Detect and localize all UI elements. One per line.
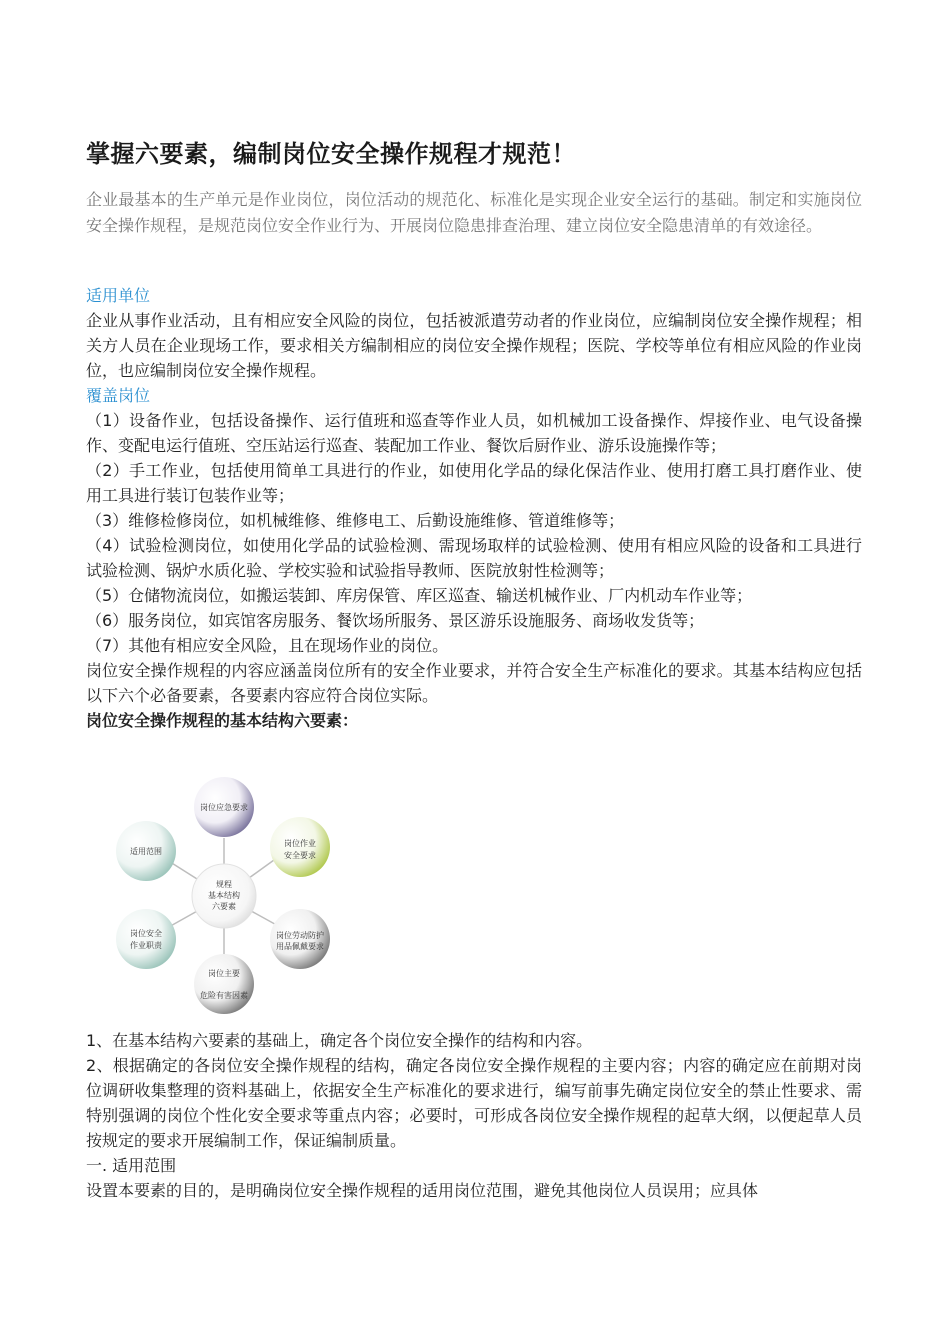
node-bottom-label: 危险有害因素	[200, 991, 248, 1000]
article-body	[86, 283, 862, 733]
step-item: 2、根据确定的各岗位安全操作规程的结构，确定各岗位安全操作规程的主要内容；内容的确定应在前期对岗位调研收集整理的资料基础上，依据安全生产标准化的要求进行，编写前事先确定岗位安全的禁止性要求、需特别强调的岗位个性化安全要求等重点内容；必要时，可形成各岗位安全操作规程的起草大纲，以便起草人员按规定的要求开展编制工作，保证编制质量。	[86, 1056, 862, 1150]
positions-summary: 岗位安全操作规程的内容应涵盖岗位所有的安全作业要求，并符合安全生产标准化的要求。其基本结构应包括以下六个必备要素，各要素内容应符合岗位实际。	[86, 661, 862, 705]
section-heading-units: 适用单位	[86, 286, 151, 305]
node-lower-left	[116, 909, 176, 969]
section-text-units: 企业从事作业活动，且有相应安全风险的岗位，包括被派遣劳动者的作业岗位，应编制岗位安全操作规程；相关方人员在企业现场工作，要求相关方编制相应的岗位安全操作规程；医院、学校等单位有相应风险的作业岗位，也应编制岗位安全操作规程。	[86, 311, 862, 380]
node-center-label: 规程	[216, 880, 232, 889]
structure-label: 岗位安全操作规程的基本结构六要素：	[86, 711, 359, 730]
steps-section	[86, 1028, 862, 1203]
node-center-label: 基本结构	[208, 891, 240, 900]
node-upper-right-label: 岗位作业	[284, 839, 316, 848]
node-upper-left-label: 适用范围	[130, 847, 162, 856]
node-center-label: 六要素	[212, 902, 236, 911]
position-item: （3）维修检修岗位，如机械维修、维修电工、后勤设施维修、管道维修等；	[86, 511, 625, 530]
node-bottom-label: 岗位主要	[208, 969, 240, 978]
node-lower-left-label: 作业职责	[130, 941, 162, 950]
page-title: 掌握六要素，编制岗位安全操作规程才规范！	[86, 140, 576, 168]
node-upper-right-label: 安全要求	[284, 851, 316, 860]
position-item: （1）设备作业，包括设备操作、运行值班和巡查等作业人员，如机械加工设备操作、焊接作业、电气设备操作、变配电运行值班、空压站运行巡查、装配加工作业、餐饮后厨作业、游乐设施操作等；	[86, 411, 862, 455]
section-heading-positions: 覆盖岗位	[86, 386, 151, 405]
position-item: （7）其他有相应安全风险，且在现场作业的岗位。	[86, 636, 449, 655]
node-lower-left-label: 岗位安全	[130, 929, 162, 938]
section-text-scope: 设置本要素的目的，是明确岗位安全操作规程的适用岗位范围，避免其他岗位人员误用；应具体	[86, 1181, 759, 1200]
intro-paragraph: 企业最基本的生产单元是作业岗位，岗位活动的规范化、标准化是实现企业安全运行的基础。制定和实施岗位安全操作规程，是规范岗位安全作业行为、开展岗位隐患排查治理、建立岗位安全隐患清单的有效途径。	[86, 190, 862, 235]
section-heading-scope: 一. 适用范围	[86, 1156, 177, 1175]
node-lower-right-label: 岗位劳动防护	[276, 931, 324, 940]
position-item: （4）试验检测岗位，如使用化学品的试验检测、需现场取样的试验检测、使用有相应风险的设备和工具进行试验检测、锅炉水质化验、学校实验和试验指导教师、医院放射性检测等；	[86, 536, 862, 580]
position-item: （5）仓储物流岗位，如搬运装卸、库房保管、库区巡查、输送机械作业、厂内机动车作业等；	[86, 586, 753, 605]
position-item: （6）服务岗位，如宾馆客房服务、餐饮场所服务、景区游乐设施服务、商场收发货等；	[86, 611, 705, 630]
position-item: （2）手工作业，包括使用简单工具进行的作业，如使用化学品的绿化保洁作业、使用打磨工具打磨作业、使用工具进行装订包装作业等；	[86, 461, 862, 505]
node-bottom	[194, 954, 254, 1014]
node-top-label: 岗位应急要求	[200, 803, 248, 812]
node-lower-right-label: 用品佩戴要求	[276, 942, 324, 951]
step-item: 1、在基本结构六要素的基础上，确定各个岗位安全操作的结构和内容。	[86, 1031, 593, 1050]
six-elements-diagram	[112, 768, 362, 1018]
